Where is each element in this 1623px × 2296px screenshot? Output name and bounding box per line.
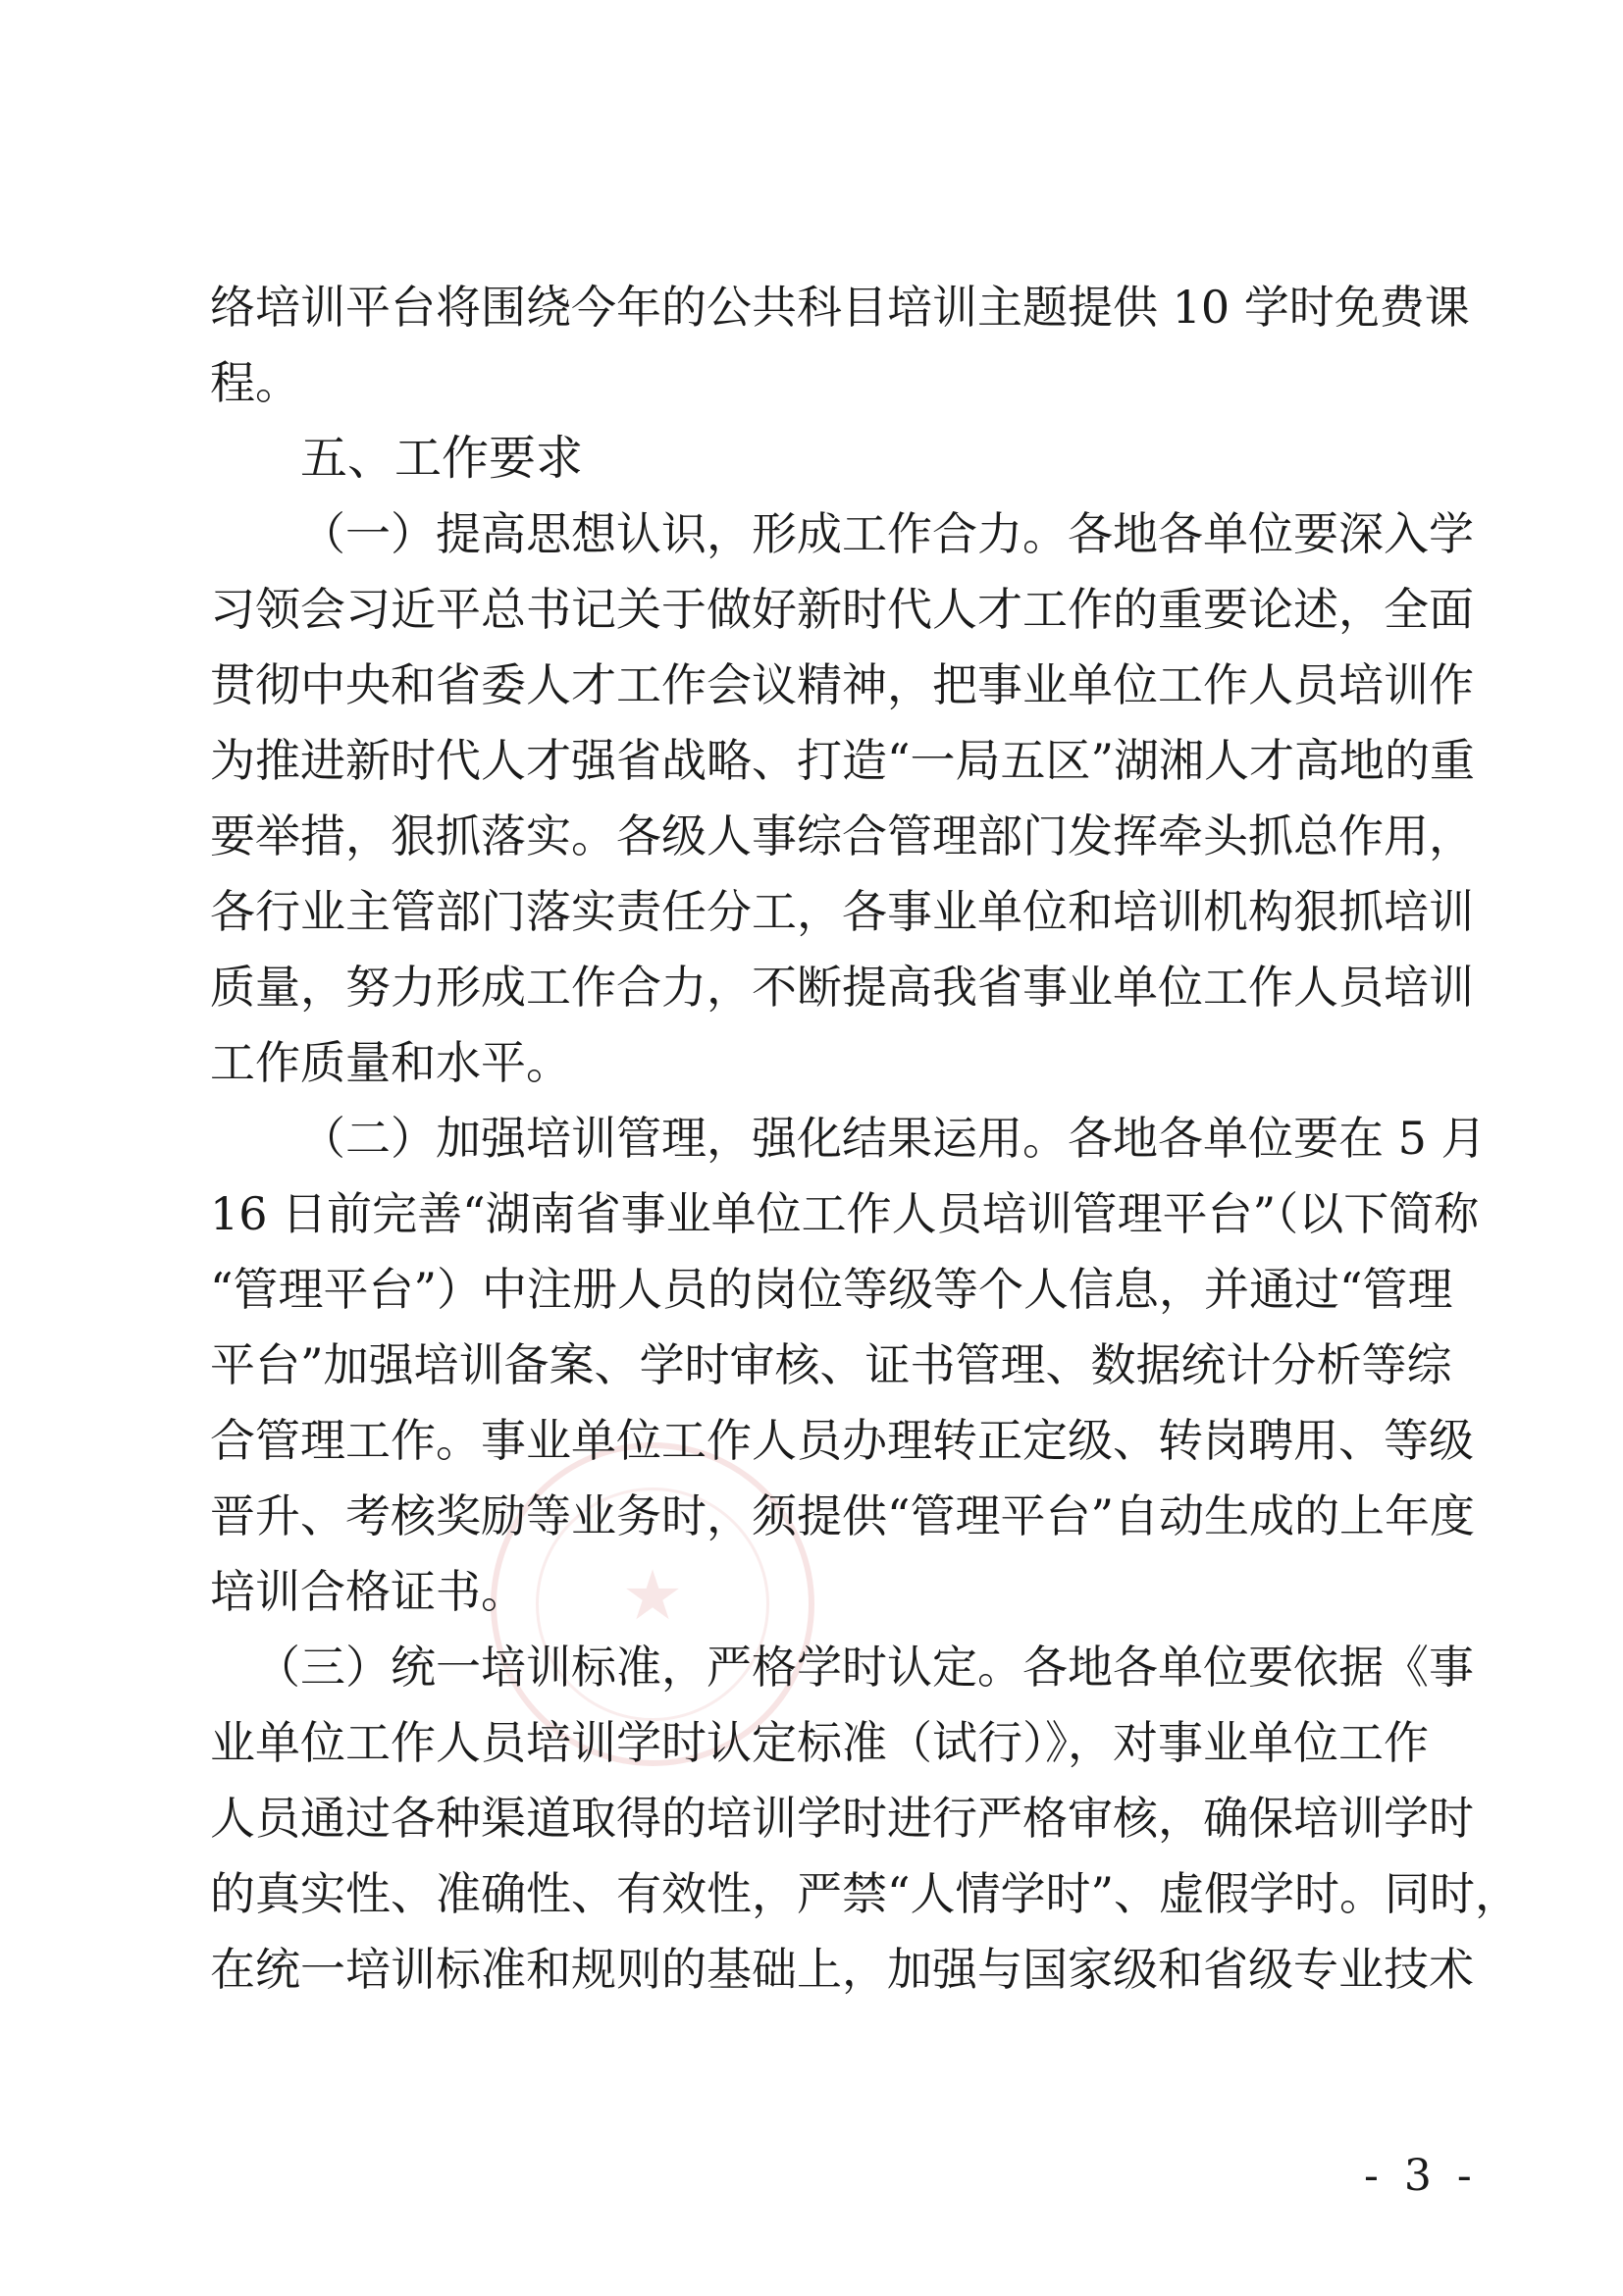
text-line: 人员通过各种渠道取得的培训学时进行严格审核，确保培训学时 — [210, 1792, 1474, 1845]
text-line: 为推进新时代人才强省战略、打造“一局五区”湖湘人才高地的重 — [210, 734, 1476, 787]
text-line: 要举措，狠抓落实。各级人事综合管理部门发挥牵头抓总作用， — [210, 809, 1474, 862]
text-line: 16 日前完善“湖南省事业单位工作人员培训管理平台”（以下简称 — [210, 1187, 1480, 1240]
text-line: 贯彻中央和省委人才工作会议精神，把事业单位工作人员培训作 — [210, 658, 1474, 711]
section-heading: 五、工作要求 — [300, 431, 584, 486]
text-line: 工作质量和水平。 — [210, 1036, 571, 1089]
page-number: - 3 - — [1364, 2151, 1478, 2201]
text-line: “管理平台”）中注册人员的岗位等级等个人信息，并通过“管理 — [210, 1263, 1453, 1316]
text-line: 业单位工作人员培训学时认定标准（试行）》，对事业单位工作 — [210, 1716, 1429, 1769]
text-line: 在统一培训标准和规则的基础上，加强与国家级和省级专业技术 — [210, 1943, 1474, 1996]
text-line: 的真实性、准确性、有效性，严禁“人情学时”、虚假学时。同时， — [210, 1867, 1521, 1920]
text-line: 习领会习近平总书记关于做好新时代人才工作的重要论述，全面 — [210, 583, 1474, 636]
text-line: 络培训平台将围绕今年的公共科目培训主题提供 10 学时免费课 — [210, 281, 1470, 334]
text-line: 质量，努力形成工作合力，不断提高我省事业单位工作人员培训 — [210, 961, 1474, 1014]
text-line: 各行业主管部门落实责任分工，各事业单位和培训机构狠抓培训 — [210, 885, 1474, 938]
text-line: （二）加强培训管理，强化结果运用。各地各单位要在 5 月 — [300, 1112, 1487, 1165]
seal-star-icon: ★ — [621, 1555, 684, 1636]
text-line: 平台”加强培训备案、学时审核、证书管理、数据统计分析等综 — [210, 1338, 1452, 1391]
text-line: 培训合格证书。 — [210, 1565, 526, 1618]
text-line: （一）提高思想认识，形成工作合力。各地各单位要深入学 — [300, 507, 1474, 560]
text-line: 合管理工作。事业单位工作人员办理转正定级、转岗聘用、等级 — [210, 1414, 1474, 1467]
text-line: 晋升、考核奖励等业务时，须提供“管理平台”自动生成的上年度 — [210, 1489, 1476, 1542]
text-line: 程。 — [210, 356, 300, 409]
text-line: （三）统一培训标准，严格学时认定。各地各单位要依据《事 — [255, 1641, 1474, 1694]
